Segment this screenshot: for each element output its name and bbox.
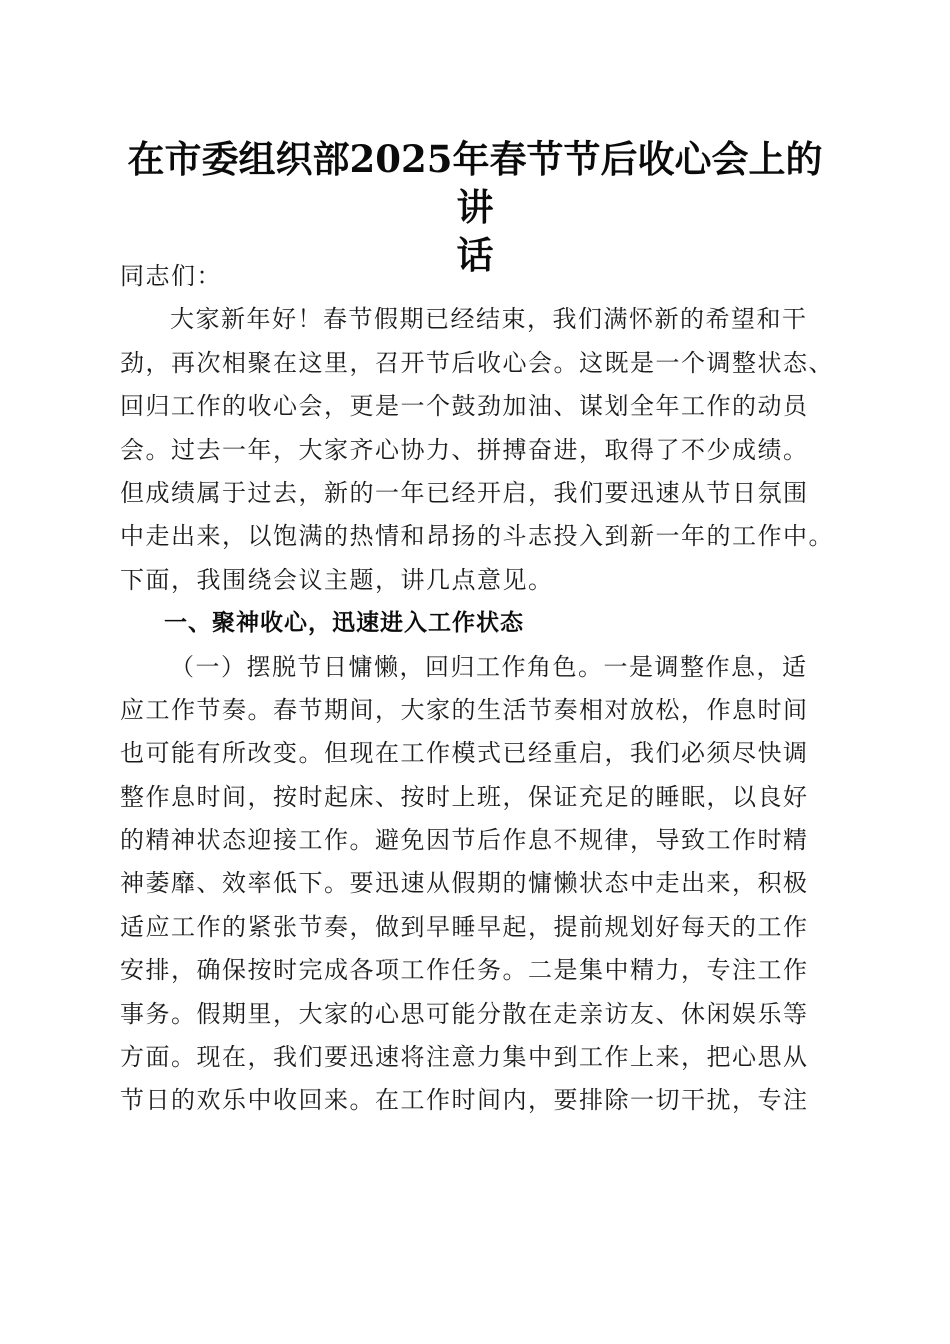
section-line: 的精神状态迎接工作。避免因节后作息不规律，导致工作时精	[120, 826, 809, 855]
title-line-2: 话	[456, 233, 494, 277]
intro-line: 会。过去一年，大家齐心协力、拼搏奋进，取得了不少成绩。	[120, 435, 809, 464]
section-line: 神萎靡、效率低下。要迅速从假期的慵懒状态中走出来，积极	[120, 869, 809, 898]
intro-line: 下面，我围绕会议主题，讲几点意见。	[120, 565, 554, 594]
salutation: 同志们：	[120, 262, 222, 290]
section-line: 整作息时间，按时起床、按时上班，保证充足的睡眠，以良好	[120, 782, 809, 811]
intro-line: 中走出来，以饱满的热情和昂扬的斗志投入到新一年的工作中。	[120, 522, 834, 551]
section-heading: 一、聚神收心，迅速进入工作状态	[164, 610, 524, 637]
section-line: 适应工作的紧张节奏，做到早睡早起，提前规划好每天的工作	[120, 912, 809, 941]
section-line: 节日的欢乐中收回来。在工作时间内，要排除一切干扰，专注	[120, 1086, 809, 1115]
intro-line: 大家新年好！春节假期已经结束，我们满怀新的希望和干	[170, 305, 808, 334]
intro-line: 劲，再次相聚在这里，召开节后收心会。这既是一个调整状态、	[120, 348, 834, 377]
section-line: 事务。假期里，大家的心思可能分散在走亲访友、休闲娱乐等	[120, 999, 809, 1028]
section-line: 方面。现在，我们要迅速将注意力集中到工作上来，把心思从	[120, 1043, 809, 1072]
section-line: 安排，确保按时完成各项工作任务。二是集中精力，专注工作	[120, 956, 809, 985]
title-line-1: 在市委组织部2025年春节节后收心会上的讲	[127, 137, 823, 229]
intro-paragraph	[120, 298, 835, 602]
section-line: 也可能有所改变。但现在工作模式已经重启，我们必须尽快调	[120, 739, 809, 768]
document-body	[120, 255, 835, 1123]
section-line: （一）摆脱节日慵懒，回归工作角色。一是调整作息，适	[170, 652, 808, 681]
section-line: 应工作节奏。春节期间，大家的生活节奏相对放松，作息时间	[120, 695, 809, 724]
section-paragraph	[120, 646, 835, 1123]
intro-line: 但成绩属于过去，新的一年已经开启，我们要迅速从节日氛围	[120, 478, 809, 507]
intro-line: 回归工作的收心会，更是一个鼓劲加油、谋划全年工作的动员	[120, 392, 809, 421]
